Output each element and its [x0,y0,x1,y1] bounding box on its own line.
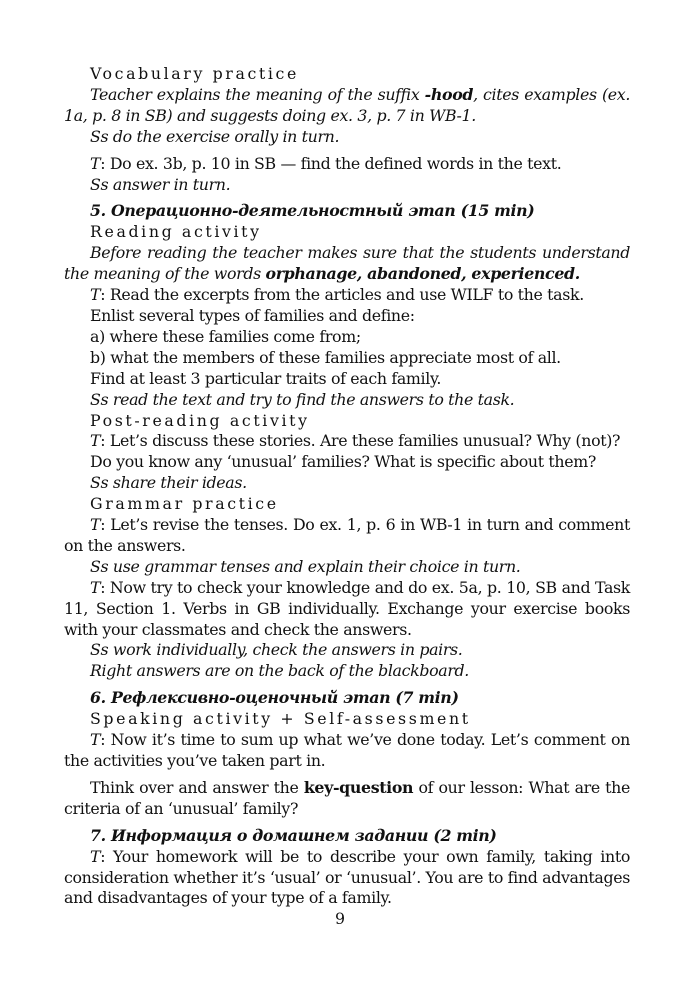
ss-work-line: Ss work individually, check the answers in pairs. [90,640,463,660]
text-span: : Do ex. 3b, p. 10 in SB — find the defined words in the text. [100,153,562,173]
text-span: : Let’s revise the tenses. Do ex. 1, p. 6 in WB-1 in turn and comment on the answers. [64,515,630,555]
vocab-teacher-line [64,154,630,175]
teacher-marker: T [90,846,101,866]
find-traits-line: Find at least 3 particular traits of each family. [90,368,442,388]
ss-read-line: Ss read the text and try to find the answers to the task. [90,389,515,409]
sum-up-line [64,730,630,772]
check-knowledge-line [64,578,630,641]
teacher-marker: T [90,730,101,750]
stage6-heading: 6. Рефлексивно-оценочный этап (7 min) [90,688,459,708]
text-span: : Your homework will be to describe your own family, taking into consideration whether it’s ‘usual’ or ‘unusual’. You are to find advantages and disadvantages of your type of a family. [64,846,631,908]
reading-activity-heading: Reading activity [90,222,262,242]
grammar-practice-heading: Grammar practice [90,494,279,514]
text-span: : Now it’s time to sum up what we’ve done today. Let’s comment on the activities you’ve taken part in. [64,730,630,770]
text-span: , cites examples (ex. 1a, p. 8 in SB) and suggests doing ex. 3, p. 7 in WB-1. [64,84,631,125]
right-answers-line: Right answers are on the back of the blackboard. [90,661,469,681]
item-a: a) where these families come from; [90,326,361,346]
vocab-teacher-explains [64,85,630,127]
vocab-ss-orally: Ss do the exercise orally in turn. [90,126,340,146]
teacher-marker: T [90,577,101,597]
item-b: b) what the members of these families appreciate most of all. [90,347,561,367]
suffix-hood: -hood [424,84,474,104]
stage7-heading: 7. Информация о домашнем задании (2 min) [90,825,497,845]
key-question: key-question [303,777,414,797]
text-span: Think over and answer the [90,777,304,797]
text-span: Before reading the teacher makes sure that the students understand the meaning of the words [64,243,630,284]
document-page [64,64,630,909]
speaking-activity-heading: Speaking activity + Self-assessment [90,709,471,729]
page-number: 9 [334,909,346,928]
vocabulary-practice-heading: Vocabulary practice [90,64,299,83]
vocab-ss-answer: Ss answer in turn. [90,174,231,194]
text-span: : Now try to check your knowledge and do ex. 5a, p. 10, SB and Task 11, Section 1. Verbs in GB individually. Exchange your exercise books with your classmates and check the answers. [64,577,630,639]
ss-use-line: Ss use grammar tenses and explain their choice in turn. [90,556,521,576]
teacher-marker: T [90,515,101,535]
text-span: : Let’s discuss these stories. Are these families unusual? Why (not)? [100,431,621,451]
discuss-stories-line [64,431,630,452]
text-span: : Read the excerpts from the articles and use WILF to the task. [100,285,584,305]
read-excerpts-line [64,285,630,306]
teacher-marker: T [90,285,101,305]
homework-line [64,847,630,910]
revise-tenses-line [64,515,630,557]
teacher-marker: T [90,153,101,173]
post-reading-heading: Post-reading activity [90,410,310,430]
teacher-marker: T [90,431,101,451]
key-words: orphanage, abandoned, experienced. [265,264,580,284]
text-span: of our lesson: What are the criteria of an ‘unusual’ family? [64,777,630,818]
before-reading-line [64,243,630,285]
enlist-line: Enlist several types of families and define: [90,305,415,325]
text-span: Teacher explains the meaning of the suffix [90,84,425,104]
ss-share-line: Ss share their ideas. [90,473,247,493]
do-you-know-line: Do you know any ‘unusual’ families? What is specific about them? [90,452,596,472]
stage5-heading: 5. Операционно-деятельностный этап (15 min) [90,201,535,221]
key-question-line [64,778,630,820]
